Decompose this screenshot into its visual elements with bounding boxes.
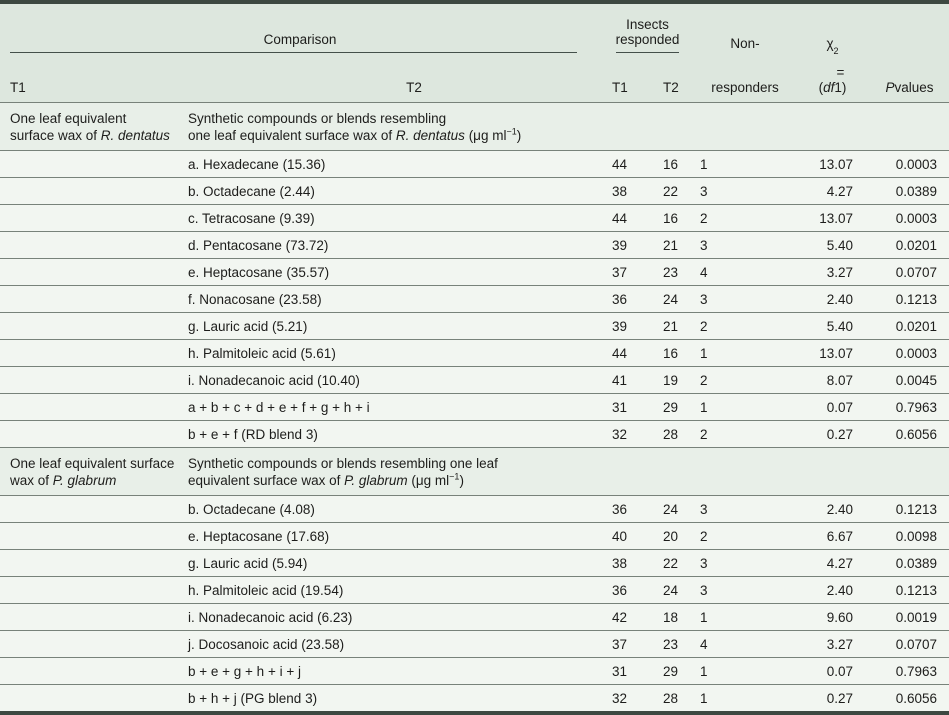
table-row (0, 495, 949, 522)
table-row (0, 339, 949, 366)
table-row (0, 231, 949, 258)
cell-chi-square: 0.27 (826, 426, 853, 442)
cell-p-value: 0.0098 (895, 528, 937, 544)
column-header-t2: T2 (406, 80, 422, 95)
cell-t1-count: 31 (612, 663, 628, 679)
section-t2-label: Synthetic compounds or blends resembling one leaf equivalent surface wax of P. glabrum (μg $ml^{-1}$) (188, 456, 498, 488)
cell-nonresponders: 2 (700, 528, 708, 544)
cell-compound: b + h + j (PG blend 3) (188, 690, 318, 706)
cell-t2-count: 16 (663, 210, 679, 226)
table-row (0, 177, 949, 204)
cell-chi-square: 6.67 (826, 528, 853, 544)
cell-t2-count: 28 (663, 690, 679, 706)
cell-p-value: 0.7963 (895, 399, 937, 415)
chi-square-header: χ 2 (826, 36, 839, 56)
cell-t1-count: 44 (612, 156, 628, 172)
cell-p-value: 0.0201 (895, 237, 937, 253)
table-header (0, 4, 949, 102)
cell-compound: a. Hexadecane (15.36) (188, 156, 326, 172)
section-empty-cell (650, 110, 695, 150)
cell-p-value: 0.0707 (895, 264, 937, 280)
cell-compound: b. Octadecane (2.44) (188, 183, 315, 199)
section-empty-cell (695, 110, 795, 150)
cell-compound: a + b + c + d + e + f + g + h + i (188, 399, 370, 415)
table-row (0, 549, 949, 576)
cell-t1-count: 38 (612, 555, 628, 571)
cell-chi-square: 3.27 (826, 636, 853, 652)
section-empty-cell (870, 110, 949, 150)
cell-t2-count: 18 (663, 609, 679, 625)
cell-chi-square: 13.07 (819, 345, 853, 361)
table-row (0, 657, 949, 684)
cell-nonresponders: 1 (700, 663, 708, 679)
cell-nonresponders: 1 (700, 399, 708, 415)
column-header-t1-count: T1 (612, 80, 628, 95)
column-header-t2-count: T2 (663, 80, 679, 95)
cell-t1-count: 37 (612, 264, 628, 280)
cell-t2-count: 24 (663, 582, 679, 598)
cell-t1-count: 38 (612, 183, 628, 199)
comparison-label: Comparison (263, 32, 337, 47)
cell-compound: d. Pentacosane (73.72) (188, 237, 329, 253)
section-empty-cell (795, 455, 870, 495)
cell-compound: b. Octadecane (4.08) (188, 501, 315, 517)
table-bottom-rule (0, 711, 949, 715)
cell-nonresponders: 2 (700, 426, 708, 442)
cell-compound: h. Palmitoleic acid (19.54) (188, 582, 344, 598)
cell-compound: f. Nonacosane (23.58) (188, 291, 322, 307)
cell-chi-square: 4.27 (826, 183, 853, 199)
cell-chi-square: 0.07 (826, 663, 853, 679)
section-t2-label: Synthetic compounds or blends resembling one leaf equivalent surface wax of R. dentatus (μg $ml^{-1}$) (188, 111, 522, 143)
cell-compound: b + e + f (RD blend 3) (188, 426, 318, 442)
table-body (0, 102, 949, 711)
cell-chi-square: 8.07 (826, 372, 853, 388)
column-header-t1: T1 (10, 80, 26, 95)
cell-p-value: 0.7963 (895, 663, 937, 679)
cell-t1-count: 42 (612, 609, 628, 625)
cell-compound: g. Lauric acid (5.94) (188, 555, 308, 571)
cell-compound: b + e + g + h + i + j (188, 663, 301, 679)
cell-chi-square: 13.07 (819, 210, 853, 226)
header-sub-row (0, 58, 949, 102)
cell-chi-square: 0.27 (826, 690, 853, 706)
comparison-group-header (0, 4, 600, 58)
section-empty-cell (600, 455, 650, 495)
cell-t2-count: 28 (663, 426, 679, 442)
cell-t2-count: 24 (663, 501, 679, 517)
cell-nonresponders: 1 (700, 609, 708, 625)
df-header: ( df = 1) (818, 65, 847, 95)
cell-chi-square: 13.07 (819, 156, 853, 172)
cell-nonresponders: 2 (700, 210, 708, 226)
cell-compound: e. Heptacosane (35.57) (188, 264, 330, 280)
cell-nonresponders: 3 (700, 237, 708, 253)
cell-p-value: 0.0003 (895, 156, 937, 172)
section-empty-cell (870, 455, 949, 495)
cell-compound: i. Nonadecanoic acid (10.40) (188, 372, 360, 388)
cell-chi-square: 2.40 (826, 582, 853, 598)
cell-t1-count: 44 (612, 345, 628, 361)
cell-chi-square: 3.27 (826, 264, 853, 280)
cell-t2-count: 23 (663, 636, 679, 652)
cell-t2-count: 16 (663, 345, 679, 361)
cell-nonresponders: 3 (700, 501, 708, 517)
cell-t1-count: 39 (612, 237, 628, 253)
cell-t2-count: 21 (663, 318, 679, 334)
cell-t1-count: 36 (612, 582, 628, 598)
cell-p-value: 0.6056 (895, 426, 937, 442)
cell-compound: c. Tetracosane (9.39) (188, 210, 315, 226)
cell-nonresponders: 2 (700, 318, 708, 334)
cell-compound: g. Lauric acid (5.21) (188, 318, 308, 334)
cell-compound: h. Palmitoleic acid (5.61) (188, 345, 336, 361)
cell-t2-count: 23 (663, 264, 679, 280)
cell-t2-count: 22 (663, 555, 679, 571)
comparison-spanner-rule (10, 52, 577, 53)
cell-t1-count: 31 (612, 399, 628, 415)
table-row (0, 522, 949, 549)
cell-p-value: 0.1213 (895, 501, 937, 517)
section-header-row (0, 102, 949, 150)
cell-t2-count: 22 (663, 183, 679, 199)
section-empty-cell (600, 110, 650, 150)
cell-p-value: 0.1213 (895, 582, 937, 598)
cell-t2-count: 21 (663, 237, 679, 253)
table-row (0, 576, 949, 603)
cell-p-value: 0.0389 (895, 555, 937, 571)
cell-p-value: 0.0707 (895, 636, 937, 652)
table-row (0, 420, 949, 447)
non-responders-header-line1: Non- (730, 36, 760, 51)
cell-t2-count: 24 (663, 291, 679, 307)
cell-compound: i. Nonadecanoic acid (6.23) (188, 609, 353, 625)
cell-t2-count: 29 (663, 399, 679, 415)
cell-t1-count: 36 (612, 501, 628, 517)
section-empty-cell (695, 455, 795, 495)
table-row (0, 258, 949, 285)
cell-chi-square: 0.07 (826, 399, 853, 415)
section-empty-cell (650, 455, 695, 495)
cell-nonresponders: 3 (700, 582, 708, 598)
cell-nonresponders: 3 (700, 183, 708, 199)
cell-t1-count: 32 (612, 426, 628, 442)
cell-t2-count: 19 (663, 372, 679, 388)
insects-responded-group-header (600, 4, 695, 58)
cell-nonresponders: 1 (700, 156, 708, 172)
cell-t1-count: 41 (612, 372, 628, 388)
p-values-header: P values (885, 80, 934, 95)
cell-t1-count: 44 (612, 210, 628, 226)
cell-nonresponders: 2 (700, 372, 708, 388)
cell-p-value: 0.0003 (895, 345, 937, 361)
cell-nonresponders: 4 (700, 264, 708, 280)
table-row (0, 603, 949, 630)
cell-nonresponders: 3 (700, 291, 708, 307)
non-responders-header-line2: responders (711, 80, 779, 95)
table-row (0, 366, 949, 393)
cell-nonresponders: 4 (700, 636, 708, 652)
table-row (0, 630, 949, 657)
section-t1-label: One leaf equivalent surface wax of P. glabrum (10, 456, 175, 488)
cell-p-value: 0.6056 (895, 690, 937, 706)
cell-t1-count: 40 (612, 528, 628, 544)
insects-spanner-rule (616, 52, 679, 53)
section-empty-cell (795, 110, 870, 150)
table-row (0, 312, 949, 339)
header-group-row (0, 4, 949, 58)
section-header-row (0, 447, 949, 495)
cell-nonresponders: 3 (700, 555, 708, 571)
cell-t1-count: 36 (612, 291, 628, 307)
cell-t2-count: 16 (663, 156, 679, 172)
cell-chi-square: 5.40 (826, 237, 853, 253)
cell-t1-count: 32 (612, 690, 628, 706)
section-t1-label: One leaf equivalent surface wax of R. dentatus (10, 111, 170, 143)
cell-t2-count: 29 (663, 663, 679, 679)
cell-t1-count: 39 (612, 318, 628, 334)
cell-nonresponders: 1 (700, 345, 708, 361)
table-row (0, 393, 949, 420)
cell-chi-square: 2.40 (826, 291, 853, 307)
cell-chi-square: 9.60 (826, 609, 853, 625)
cell-p-value: 0.1213 (895, 291, 937, 307)
cell-chi-square: 2.40 (826, 501, 853, 517)
cell-chi-square: 4.27 (826, 555, 853, 571)
cell-compound: e. Heptacosane (17.68) (188, 528, 330, 544)
table-row (0, 285, 949, 312)
cell-t1-count: 37 (612, 636, 628, 652)
table-row (0, 150, 949, 177)
cell-p-value: 0.0045 (895, 372, 937, 388)
cell-t2-count: 20 (663, 528, 679, 544)
table-row (0, 684, 949, 711)
cell-p-value: 0.0019 (895, 609, 937, 625)
cell-chi-square: 5.40 (826, 318, 853, 334)
header-spacer (870, 4, 949, 58)
insects-responded-label: Insects responded (615, 17, 680, 47)
cell-p-value: 0.0389 (895, 183, 937, 199)
cell-p-value: 0.0003 (895, 210, 937, 226)
cell-nonresponders: 1 (700, 690, 708, 706)
cell-compound: j. Docosanoic acid (23.58) (188, 636, 345, 652)
table-row (0, 204, 949, 231)
cell-p-value: 0.0201 (895, 318, 937, 334)
